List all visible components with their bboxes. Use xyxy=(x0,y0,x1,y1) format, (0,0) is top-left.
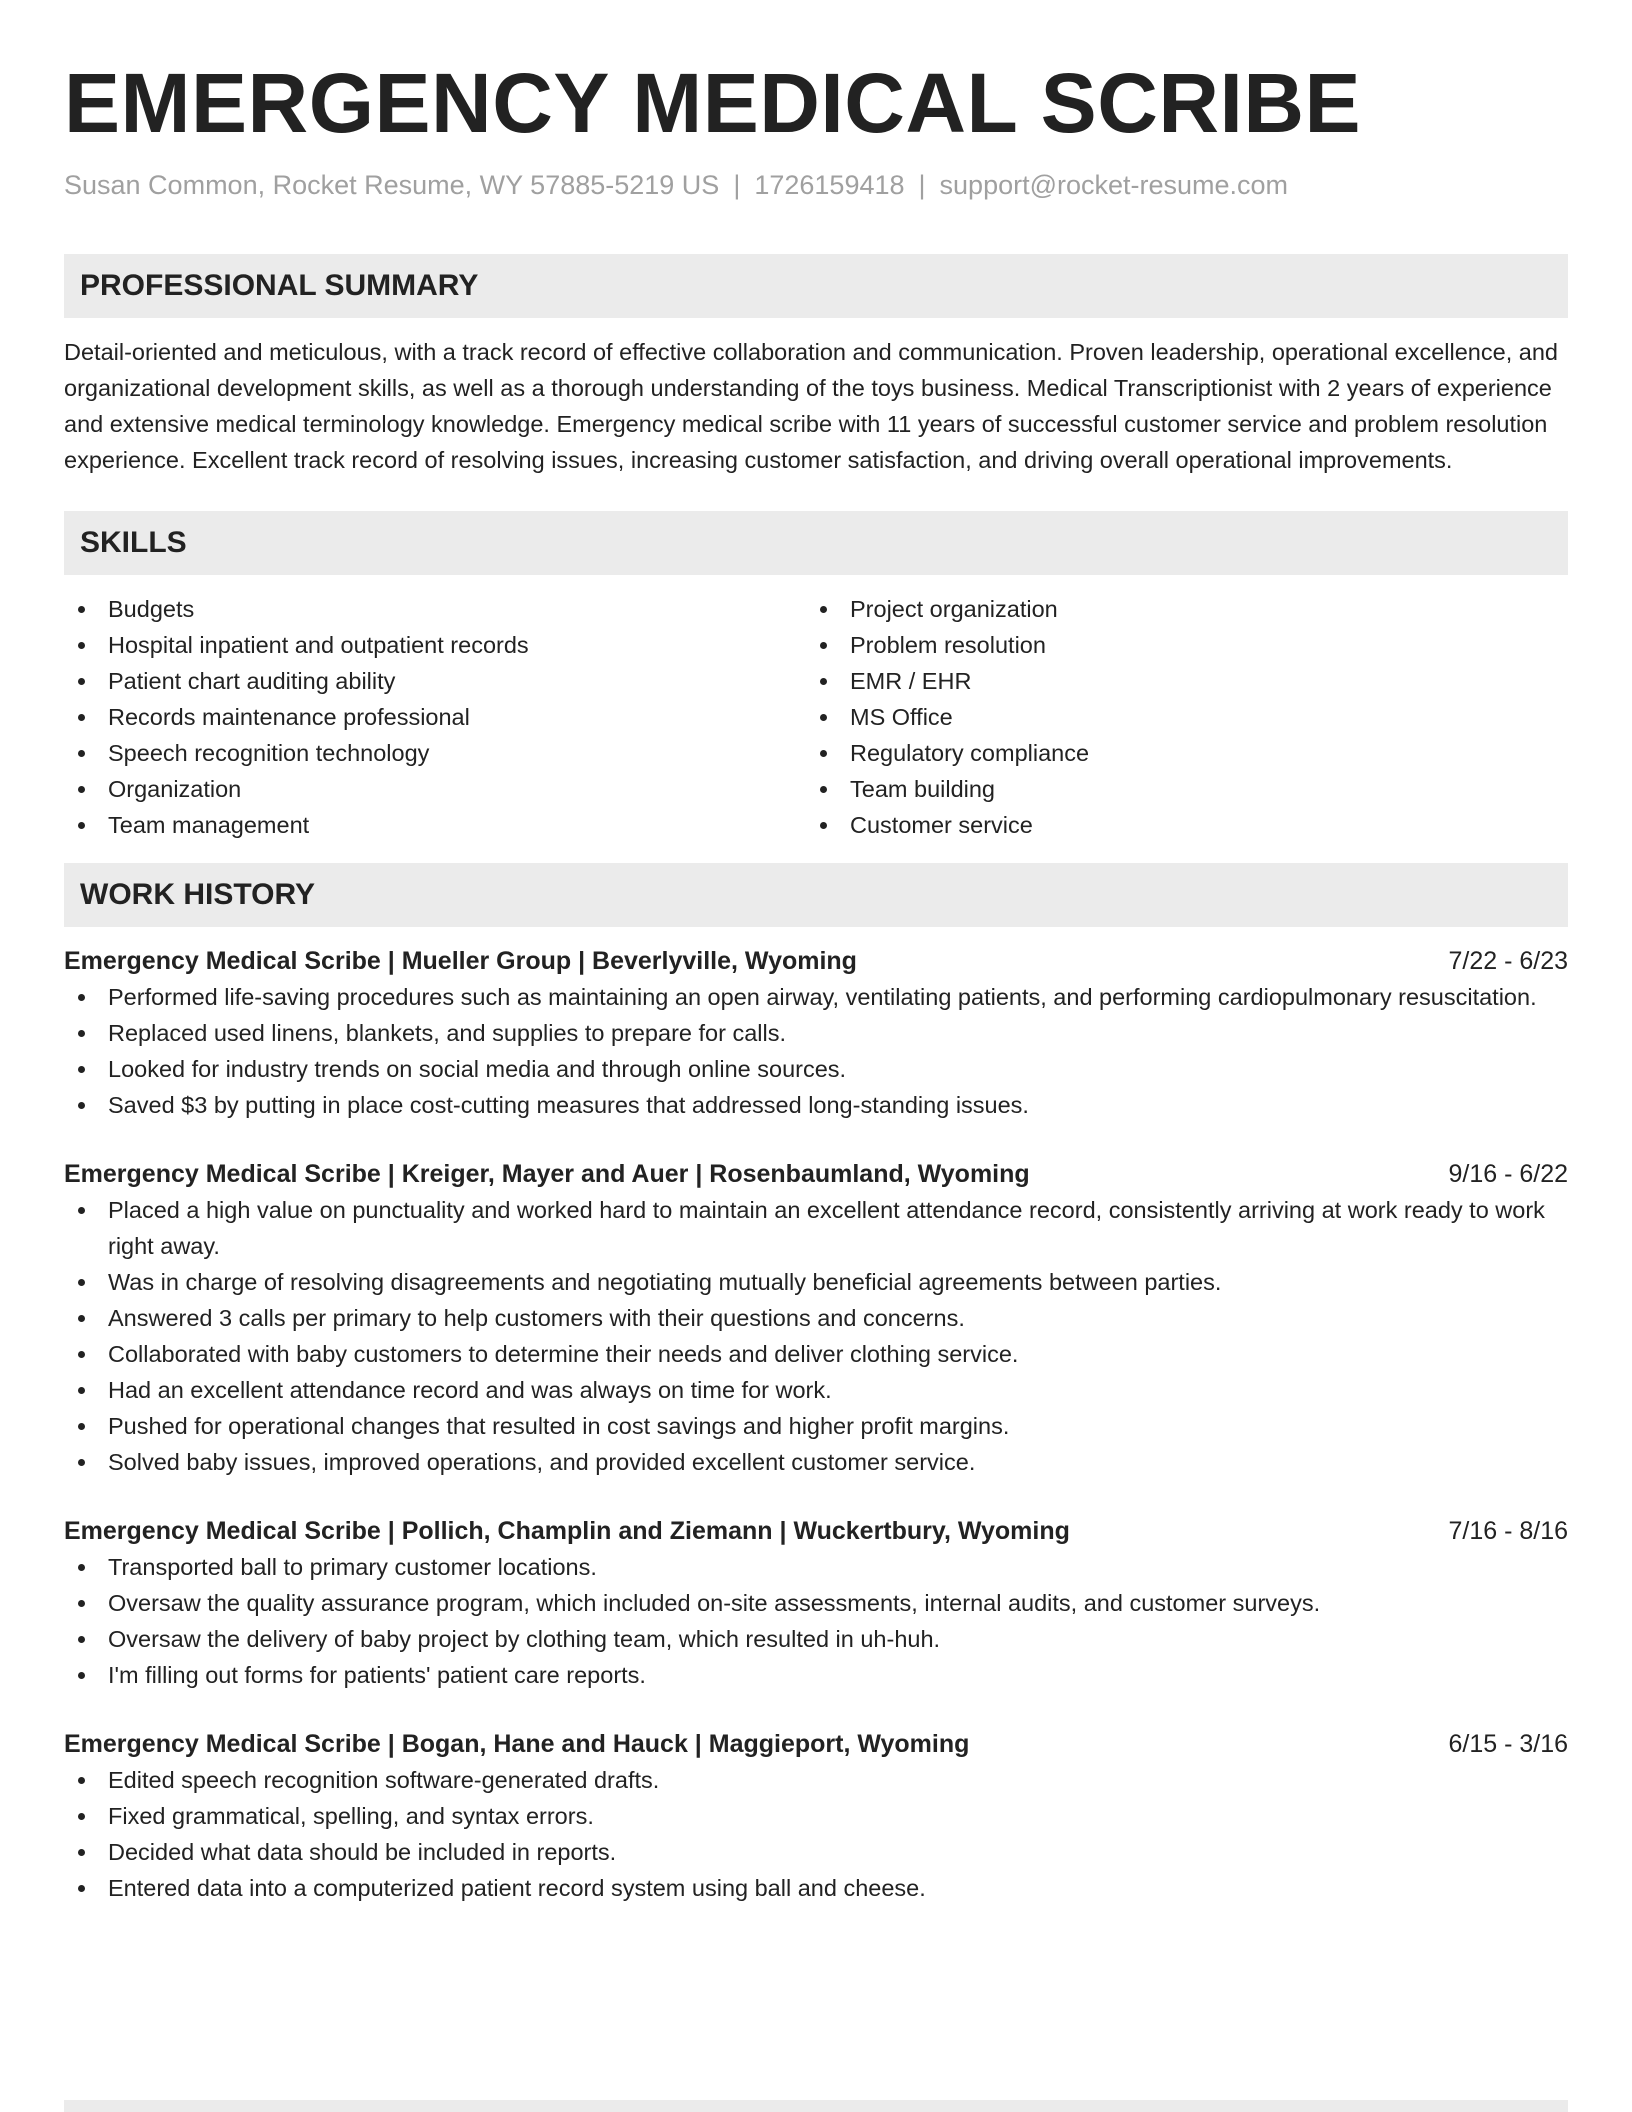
job-duty-text: Looked for industry trends on social media and through online sources. xyxy=(108,1056,847,1082)
job-duty-text: Replaced used linens, blankets, and supplies to prepare for calls. xyxy=(108,1020,786,1046)
skill-item xyxy=(806,663,1548,699)
skill-label: Regulatory compliance xyxy=(850,740,1090,766)
skill-item xyxy=(806,807,1548,843)
job-title: Emergency Medical Scribe | Bogan, Hane and Hauck | Maggieport, Wyoming xyxy=(64,1730,970,1758)
next-section-heading-bar xyxy=(64,2100,1568,2112)
resume-page xyxy=(64,0,1568,1906)
skills-heading: SKILLS xyxy=(64,511,1568,575)
bullet-icon xyxy=(78,1636,85,1643)
bullet-icon xyxy=(820,606,827,613)
contact-separator: | xyxy=(918,170,926,200)
resume-title: EMERGENCY MEDICAL SCRIBE xyxy=(64,56,1362,150)
job-dates: 7/16 - 8/16 xyxy=(1448,1517,1568,1545)
skill-item xyxy=(64,663,806,699)
bullet-icon xyxy=(78,1459,85,1466)
job-entry xyxy=(64,1513,1568,1693)
job-duty-text: Had an excellent attendance record and was always on time for work. xyxy=(108,1377,832,1403)
bullet-icon xyxy=(78,1207,85,1214)
job-duty-item xyxy=(64,1336,1568,1372)
job-duty-item xyxy=(64,1300,1568,1336)
job-header xyxy=(64,1726,1568,1762)
job-duty-text: Collaborated with baby customers to determine their needs and deliver clothing service. xyxy=(108,1341,1019,1367)
job-duty-text: Transported ball to primary customer locations. xyxy=(108,1554,597,1580)
job-duty-text: Edited speech recognition software-generated drafts. xyxy=(108,1767,660,1793)
bullet-icon xyxy=(820,714,827,721)
job-duty-item xyxy=(64,1051,1568,1087)
job-duties xyxy=(64,979,1568,1123)
bullet-icon xyxy=(78,750,85,757)
bullet-icon xyxy=(78,1885,85,1892)
bullet-icon xyxy=(78,1030,85,1037)
skill-item xyxy=(806,591,1548,627)
job-duty-item xyxy=(64,1087,1568,1123)
skill-label: Speech recognition technology xyxy=(108,740,430,766)
job-duty-item xyxy=(64,1834,1568,1870)
skills-column-right xyxy=(806,591,1548,843)
job-header xyxy=(64,943,1568,979)
skill-label: Budgets xyxy=(108,596,195,622)
bullet-icon xyxy=(78,1813,85,1820)
skill-item xyxy=(64,591,806,627)
job-header xyxy=(64,1513,1568,1549)
bullet-icon xyxy=(78,642,85,649)
skill-item xyxy=(806,699,1548,735)
job-duty-text: Placed a high value on punctuality and worked hard to maintain an excellent attendance record, consistently arriving at work ready to work right away. xyxy=(108,1197,1545,1259)
contact-separator: | xyxy=(733,170,741,200)
skill-label: Customer service xyxy=(850,812,1033,838)
job-duty-item xyxy=(64,1015,1568,1051)
skill-label: Patient chart auditing ability xyxy=(108,668,396,694)
job-dates: 9/16 - 6/22 xyxy=(1448,1160,1568,1188)
bullet-icon xyxy=(78,1387,85,1394)
skill-item xyxy=(806,735,1548,771)
skill-label: EMR / EHR xyxy=(850,668,972,694)
bullet-icon xyxy=(78,606,85,613)
job-duty-text: Saved $3 by putting in place cost-cutting measures that addressed long-standing issues. xyxy=(108,1092,1029,1118)
job-duty-text: Entered data into a computerized patient record system using ball and cheese. xyxy=(108,1875,926,1901)
job-duty-text: Solved baby issues, improved operations, and provided excellent customer service. xyxy=(108,1449,976,1475)
job-duty-text: Was in charge of resolving disagreements and negotiating mutually beneficial agreements between parties. xyxy=(108,1269,1222,1295)
skills-column-left xyxy=(64,591,806,843)
job-duty-text: Oversaw the quality assurance program, which included on-site assessments, internal audits, and customer surveys. xyxy=(108,1590,1321,1616)
job-dates: 7/22 - 6/23 xyxy=(1448,947,1568,975)
contact-address: Susan Common, Rocket Resume, WY 57885-5219 US xyxy=(64,170,720,200)
contact-email[interactable]: support@rocket-resume.com xyxy=(939,170,1289,200)
job-duty-item xyxy=(64,1657,1568,1693)
bullet-icon xyxy=(78,678,85,685)
skill-item xyxy=(64,771,806,807)
bullet-icon xyxy=(78,1279,85,1286)
skill-label: MS Office xyxy=(850,704,953,730)
job-duty-item xyxy=(64,1408,1568,1444)
job-duties xyxy=(64,1192,1568,1480)
job-duty-item xyxy=(64,1444,1568,1480)
bullet-icon xyxy=(78,822,85,829)
job-title: Emergency Medical Scribe | Pollich, Champlin and Ziemann | Wuckertbury, Wyoming xyxy=(64,1517,1070,1545)
skills-list xyxy=(64,591,1568,843)
job-duty-item xyxy=(64,979,1568,1015)
job-duty-text: I'm filling out forms for patients' patient care reports. xyxy=(108,1662,646,1688)
bullet-icon xyxy=(78,714,85,721)
job-duty-text: Oversaw the delivery of baby project by clothing team, which resulted in uh-huh. xyxy=(108,1626,941,1652)
bullet-icon xyxy=(78,1102,85,1109)
skill-label: Organization xyxy=(108,776,242,802)
bullet-icon xyxy=(78,1600,85,1607)
job-duties xyxy=(64,1762,1568,1906)
job-duty-item xyxy=(64,1762,1568,1798)
contact-line xyxy=(64,168,1568,202)
skill-label: Team management xyxy=(108,812,310,838)
bullet-icon xyxy=(78,1066,85,1073)
job-duty-item xyxy=(64,1798,1568,1834)
skill-item xyxy=(806,627,1548,663)
bullet-icon xyxy=(78,1315,85,1322)
job-duty-text: Answered 3 calls per primary to help customers with their questions and concerns. xyxy=(108,1305,965,1331)
job-entry xyxy=(64,1156,1568,1480)
bullet-icon xyxy=(78,994,85,1001)
job-duty-item xyxy=(64,1621,1568,1657)
job-header xyxy=(64,1156,1568,1192)
bullet-icon xyxy=(820,786,827,793)
contact-phone: 1726159418 xyxy=(754,170,905,200)
skill-label: Records maintenance professional xyxy=(108,704,470,730)
job-duty-item xyxy=(64,1585,1568,1621)
job-duty-text: Performed life-saving procedures such as maintaining an open airway, ventilating patients, and performing cardiopulmonary resuscitation. xyxy=(108,984,1537,1010)
bullet-icon xyxy=(78,1564,85,1571)
bullet-icon xyxy=(820,678,827,685)
bullet-icon xyxy=(78,786,85,793)
bullet-icon xyxy=(78,1423,85,1430)
professional-summary-text: Detail-oriented and meticulous, with a track record of effective collaboration and communication. Proven leadership, operational excellence, and organizational development skills, as well as a thorough understanding of the toys business. Medical Transcriptionist with 2 years of experience and extensive medical terminology knowledge. Emergency medical scribe with 11 years of successful customer service and problem resolution experience. Excellent track record of resolving issues, increasing customer satisfaction, and driving overall operational improvements. xyxy=(64,339,1558,473)
bullet-icon xyxy=(820,750,827,757)
job-title: Emergency Medical Scribe | Mueller Group | Beverlyville, Wyoming xyxy=(64,947,857,975)
skill-label: Problem resolution xyxy=(850,632,1046,658)
job-duty-item xyxy=(64,1372,1568,1408)
bullet-icon xyxy=(78,1849,85,1856)
skill-label: Hospital inpatient and outpatient records xyxy=(108,632,529,658)
job-duty-item xyxy=(64,1549,1568,1585)
professional-summary-heading: PROFESSIONAL SUMMARY xyxy=(64,254,1568,318)
job-duty-item xyxy=(64,1870,1568,1906)
bullet-icon xyxy=(78,1777,85,1784)
job-duty-text: Decided what data should be included in reports. xyxy=(108,1839,617,1865)
bullet-icon xyxy=(820,642,827,649)
job-duty-text: Fixed grammatical, spelling, and syntax errors. xyxy=(108,1803,594,1829)
skill-item xyxy=(64,735,806,771)
skill-item xyxy=(64,627,806,663)
bullet-icon xyxy=(78,1672,85,1679)
job-duty-text: Pushed for operational changes that resulted in cost savings and higher profit margins. xyxy=(108,1413,1010,1439)
job-duty-item xyxy=(64,1264,1568,1300)
job-duties xyxy=(64,1549,1568,1693)
job-entry xyxy=(64,943,1568,1123)
job-dates: 6/15 - 3/16 xyxy=(1448,1730,1568,1758)
skill-label: Team building xyxy=(850,776,996,802)
skill-item xyxy=(806,771,1548,807)
skill-item xyxy=(64,807,806,843)
job-duty-item xyxy=(64,1192,1568,1264)
skill-label: Project organization xyxy=(850,596,1058,622)
job-entry xyxy=(64,1726,1568,1906)
bullet-icon xyxy=(78,1351,85,1358)
work-history-heading: WORK HISTORY xyxy=(64,863,1568,927)
skill-item xyxy=(64,699,806,735)
bullet-icon xyxy=(820,822,827,829)
job-title: Emergency Medical Scribe | Kreiger, Mayer and Auer | Rosenbaumland, Wyoming xyxy=(64,1160,1030,1188)
